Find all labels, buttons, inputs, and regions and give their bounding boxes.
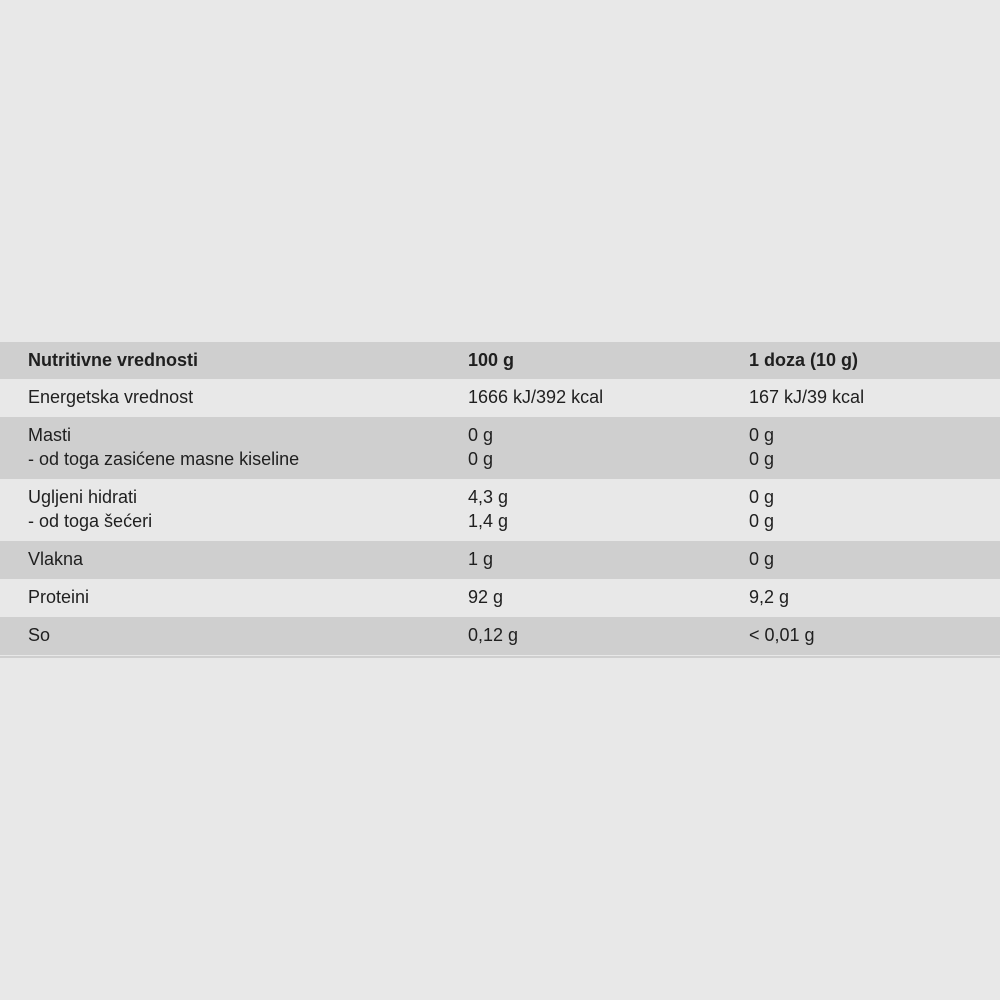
header-nutritional-values: Nutritivne vrednosti <box>28 350 199 370</box>
per-100g-value: 1 g <box>468 549 494 569</box>
row-label: Ugljeni hidrati <box>28 487 138 507</box>
per-dose-cell <box>749 541 1000 579</box>
table-row <box>0 617 1000 655</box>
per-100g-cell <box>468 617 749 655</box>
per-100g-subvalue: 1,4 g <box>468 511 509 531</box>
per-dose-value: 0 g <box>749 425 775 445</box>
per-100g-value: 1666 kJ/392 kcal <box>468 387 604 407</box>
row-label-cell <box>0 541 468 579</box>
row-label-cell <box>0 479 468 541</box>
header-per-100g: 100 g <box>468 350 515 370</box>
per-dose-value: 0 g <box>749 549 775 569</box>
row-label-cell <box>0 579 468 617</box>
row-label-cell <box>0 617 468 655</box>
table-bottom-border <box>0 656 1000 658</box>
per-100g-cell <box>468 579 749 617</box>
per-100g-cell <box>468 417 749 479</box>
per-100g-cell <box>468 379 749 417</box>
table-header-row <box>0 342 1000 379</box>
row-label: So <box>28 625 51 645</box>
per-dose-value: 9,2 g <box>749 587 790 607</box>
per-100g-cell <box>468 541 749 579</box>
row-label: Vlakna <box>28 549 84 569</box>
table-row <box>0 379 1000 417</box>
per-dose-value: 0 g <box>749 487 775 507</box>
per-100g-value: 92 g <box>468 587 504 607</box>
row-sublabel: - od toga šećeri <box>28 511 153 531</box>
header-per-dose: 1 doza (10 g) <box>749 350 859 370</box>
per-100g-subvalue: 0 g <box>468 449 494 469</box>
row-label-cell <box>0 379 468 417</box>
per-dose-value: 167 kJ/39 kcal <box>749 387 865 407</box>
per-100g-cell <box>468 479 749 541</box>
row-label: Proteini <box>28 587 90 607</box>
table-row <box>0 579 1000 617</box>
nutrition-table <box>0 342 1000 655</box>
table-row <box>0 479 1000 541</box>
per-dose-cell <box>749 417 1000 479</box>
table-row <box>0 417 1000 479</box>
per-100g-value: 0,12 g <box>468 625 519 645</box>
per-dose-cell <box>749 379 1000 417</box>
row-sublabel: - od toga zasićene masne kiseline <box>28 449 300 469</box>
row-label: Energetska vrednost <box>28 387 194 407</box>
per-dose-cell <box>749 617 1000 655</box>
table-row <box>0 541 1000 579</box>
per-dose-cell <box>749 579 1000 617</box>
per-dose-value: < 0,01 g <box>749 625 815 645</box>
per-100g-value: 0 g <box>468 425 494 445</box>
per-dose-subvalue: 0 g <box>749 511 775 531</box>
per-dose-cell <box>749 479 1000 541</box>
row-label: Masti <box>28 425 72 445</box>
row-label-cell <box>0 417 468 479</box>
per-100g-value: 4,3 g <box>468 487 509 507</box>
per-dose-subvalue: 0 g <box>749 449 775 469</box>
